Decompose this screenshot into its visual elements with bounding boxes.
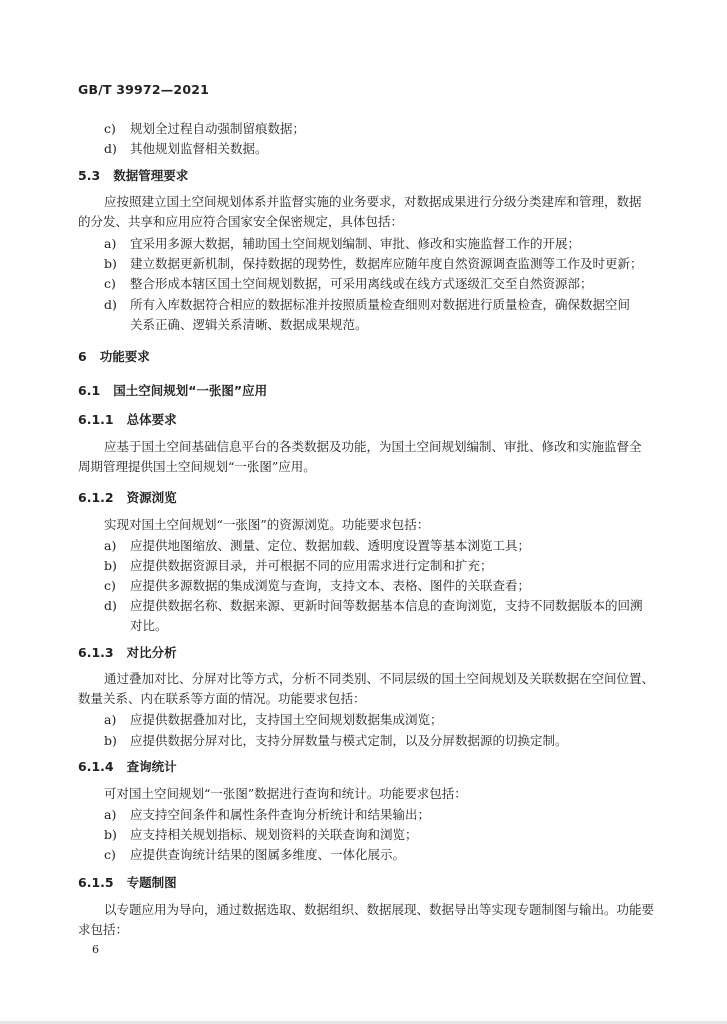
list-item-text: 应提供查询统计结果的图属多维度、一体化展示。 (130, 847, 406, 862)
list-item-text: 应提供数据分屏对比，支持分屏数量与模式定制，以及分屏数据源的切换定制。 (130, 733, 568, 748)
list-marker: a) (104, 807, 117, 822)
list-marker: d) (104, 141, 117, 156)
list-item-text: 宜采用多源大数据，辅助国土空间规划编制、审批、修改和实施监督工作的开展； (130, 236, 581, 251)
list-item-text: 应提供数据资源目录，并可根据不同的应用需求进行定制和扩充； (130, 558, 493, 573)
list-item-text: 整合形成本辖区国土空间规划数据，可采用离线或在线方式逐级汇交至自然资源部； (130, 276, 593, 291)
paragraph-line: 通过叠加对比、分屏对比等方式，分析不同类别、不同层级的国土空间规划及关联数据在空间位置、 (104, 671, 655, 686)
list-marker: b) (104, 558, 117, 573)
paragraph-line: 数量关系、内在联系等方面的情况。功能要求包括： (78, 691, 366, 706)
page-number: 6 (92, 943, 99, 956)
section-title: 数据管理要求 (113, 168, 189, 183)
section-title: 功能要求 (99, 349, 150, 364)
section-number: 6.1.5 (78, 875, 114, 890)
section-heading-5-3 (78, 170, 188, 183)
paragraph-line: 周期管理提供国土空间规划“一张图”应用。 (78, 459, 316, 474)
section-title: 查询统计 (126, 759, 177, 774)
list-marker: c) (104, 847, 116, 862)
paragraph-line: 的分发、共享和应用应符合国家安全保密规定，具体包括： (78, 214, 404, 229)
list-marker: b) (104, 256, 117, 271)
section-number: 6.1.2 (78, 490, 114, 505)
list-item-text: 应支持相关规划指标、规划资料的关联查询和浏览； (130, 827, 418, 842)
paragraph-line: 以专题应用为导向，通过数据选取、数据组织、数据展现、数据导出等实现专题制图与输出。功能要 (104, 902, 655, 917)
list-marker: c) (104, 578, 116, 593)
section-heading-6-1-3 (78, 647, 177, 660)
section-number: 6.1.3 (78, 645, 114, 660)
paragraph-line: 应按照建立国土空间规划体系并监督实施的业务要求，对数据成果进行分级分类建库和管理，数据 (104, 194, 642, 209)
paragraph-line: 实现对国土空间规划“一张图”的资源浏览。功能要求包括： (104, 517, 430, 532)
section-number: 6.1 (78, 383, 101, 398)
list-item-text: 应支持空间条件和属性条件查询分析统计和结果输出； (130, 807, 431, 822)
section-title: 国土空间规划“一张图”应用 (113, 383, 268, 398)
section-heading-6-1-2 (78, 492, 177, 505)
list-marker: d) (104, 598, 117, 613)
paragraph-line: 求包括： (78, 922, 129, 937)
list-marker: c) (104, 276, 116, 291)
section-heading-6-1 (78, 385, 267, 398)
list-marker: c) (104, 121, 116, 136)
list-marker: b) (104, 733, 117, 748)
list-item-text: 应提供数据名称、数据来源、更新时间等数据基本信息的查询浏览，支持不同数据版本的回溯 (130, 598, 643, 613)
standard-code: GB/T 39972—2021 (78, 82, 210, 97)
list-item-text: 所有入库数据符合相应的数据标准并按照质量检查细则对数据进行质量检查，确保数据空间 (130, 297, 631, 312)
section-number: 5.3 (78, 168, 101, 183)
list-item-text: 建立数据更新机制，保持数据的现势性，数据库应随年度自然资源调查监测等工作及时更新； (130, 256, 643, 271)
list-marker: d) (104, 297, 117, 312)
list-item-text: 应提供数据叠加对比，支持国土空间规划数据集成浏览； (130, 712, 443, 727)
section-title: 对比分析 (126, 645, 177, 660)
list-item-text: 规划全过程自动强制留痕数据； (130, 121, 306, 136)
section-title: 资源浏览 (126, 490, 177, 505)
section-heading-6-1-5 (78, 877, 177, 890)
paragraph-line: 可对国土空间规划“一张图”数据进行查询和统计。功能要求包括： (104, 786, 467, 801)
section-heading-6-1-1 (78, 414, 177, 427)
section-number: 6.1.4 (78, 759, 114, 774)
section-heading-6-1-4 (78, 761, 177, 774)
list-marker: b) (104, 827, 117, 842)
section-number: 6 (78, 349, 87, 364)
list-item-text: 应提供多源数据的集成浏览与查询，支持文本、表格、图件的关联查看； (130, 578, 531, 593)
list-marker: a) (104, 236, 117, 251)
list-marker: a) (104, 712, 117, 727)
paragraph-line: 应基于国土空间基础信息平台的各类数据及功能，为国土空间规划编制、审批、修改和实施监督全 (104, 439, 642, 454)
list-item-text: 关系正确、逻辑关系清晰、数据成果规范。 (130, 317, 368, 332)
section-title: 专题制图 (126, 875, 177, 890)
section-number: 6.1.1 (78, 412, 114, 427)
list-item-text: 应提供地图缩放、测量、定位、数据加载、透明度设置等基本浏览工具； (130, 538, 531, 553)
list-item-text: 其他规划监督相关数据。 (130, 141, 268, 156)
section-heading-6 (78, 351, 150, 364)
list-item-text: 对比。 (130, 618, 168, 633)
section-title: 总体要求 (126, 412, 177, 427)
list-marker: a) (104, 538, 117, 553)
